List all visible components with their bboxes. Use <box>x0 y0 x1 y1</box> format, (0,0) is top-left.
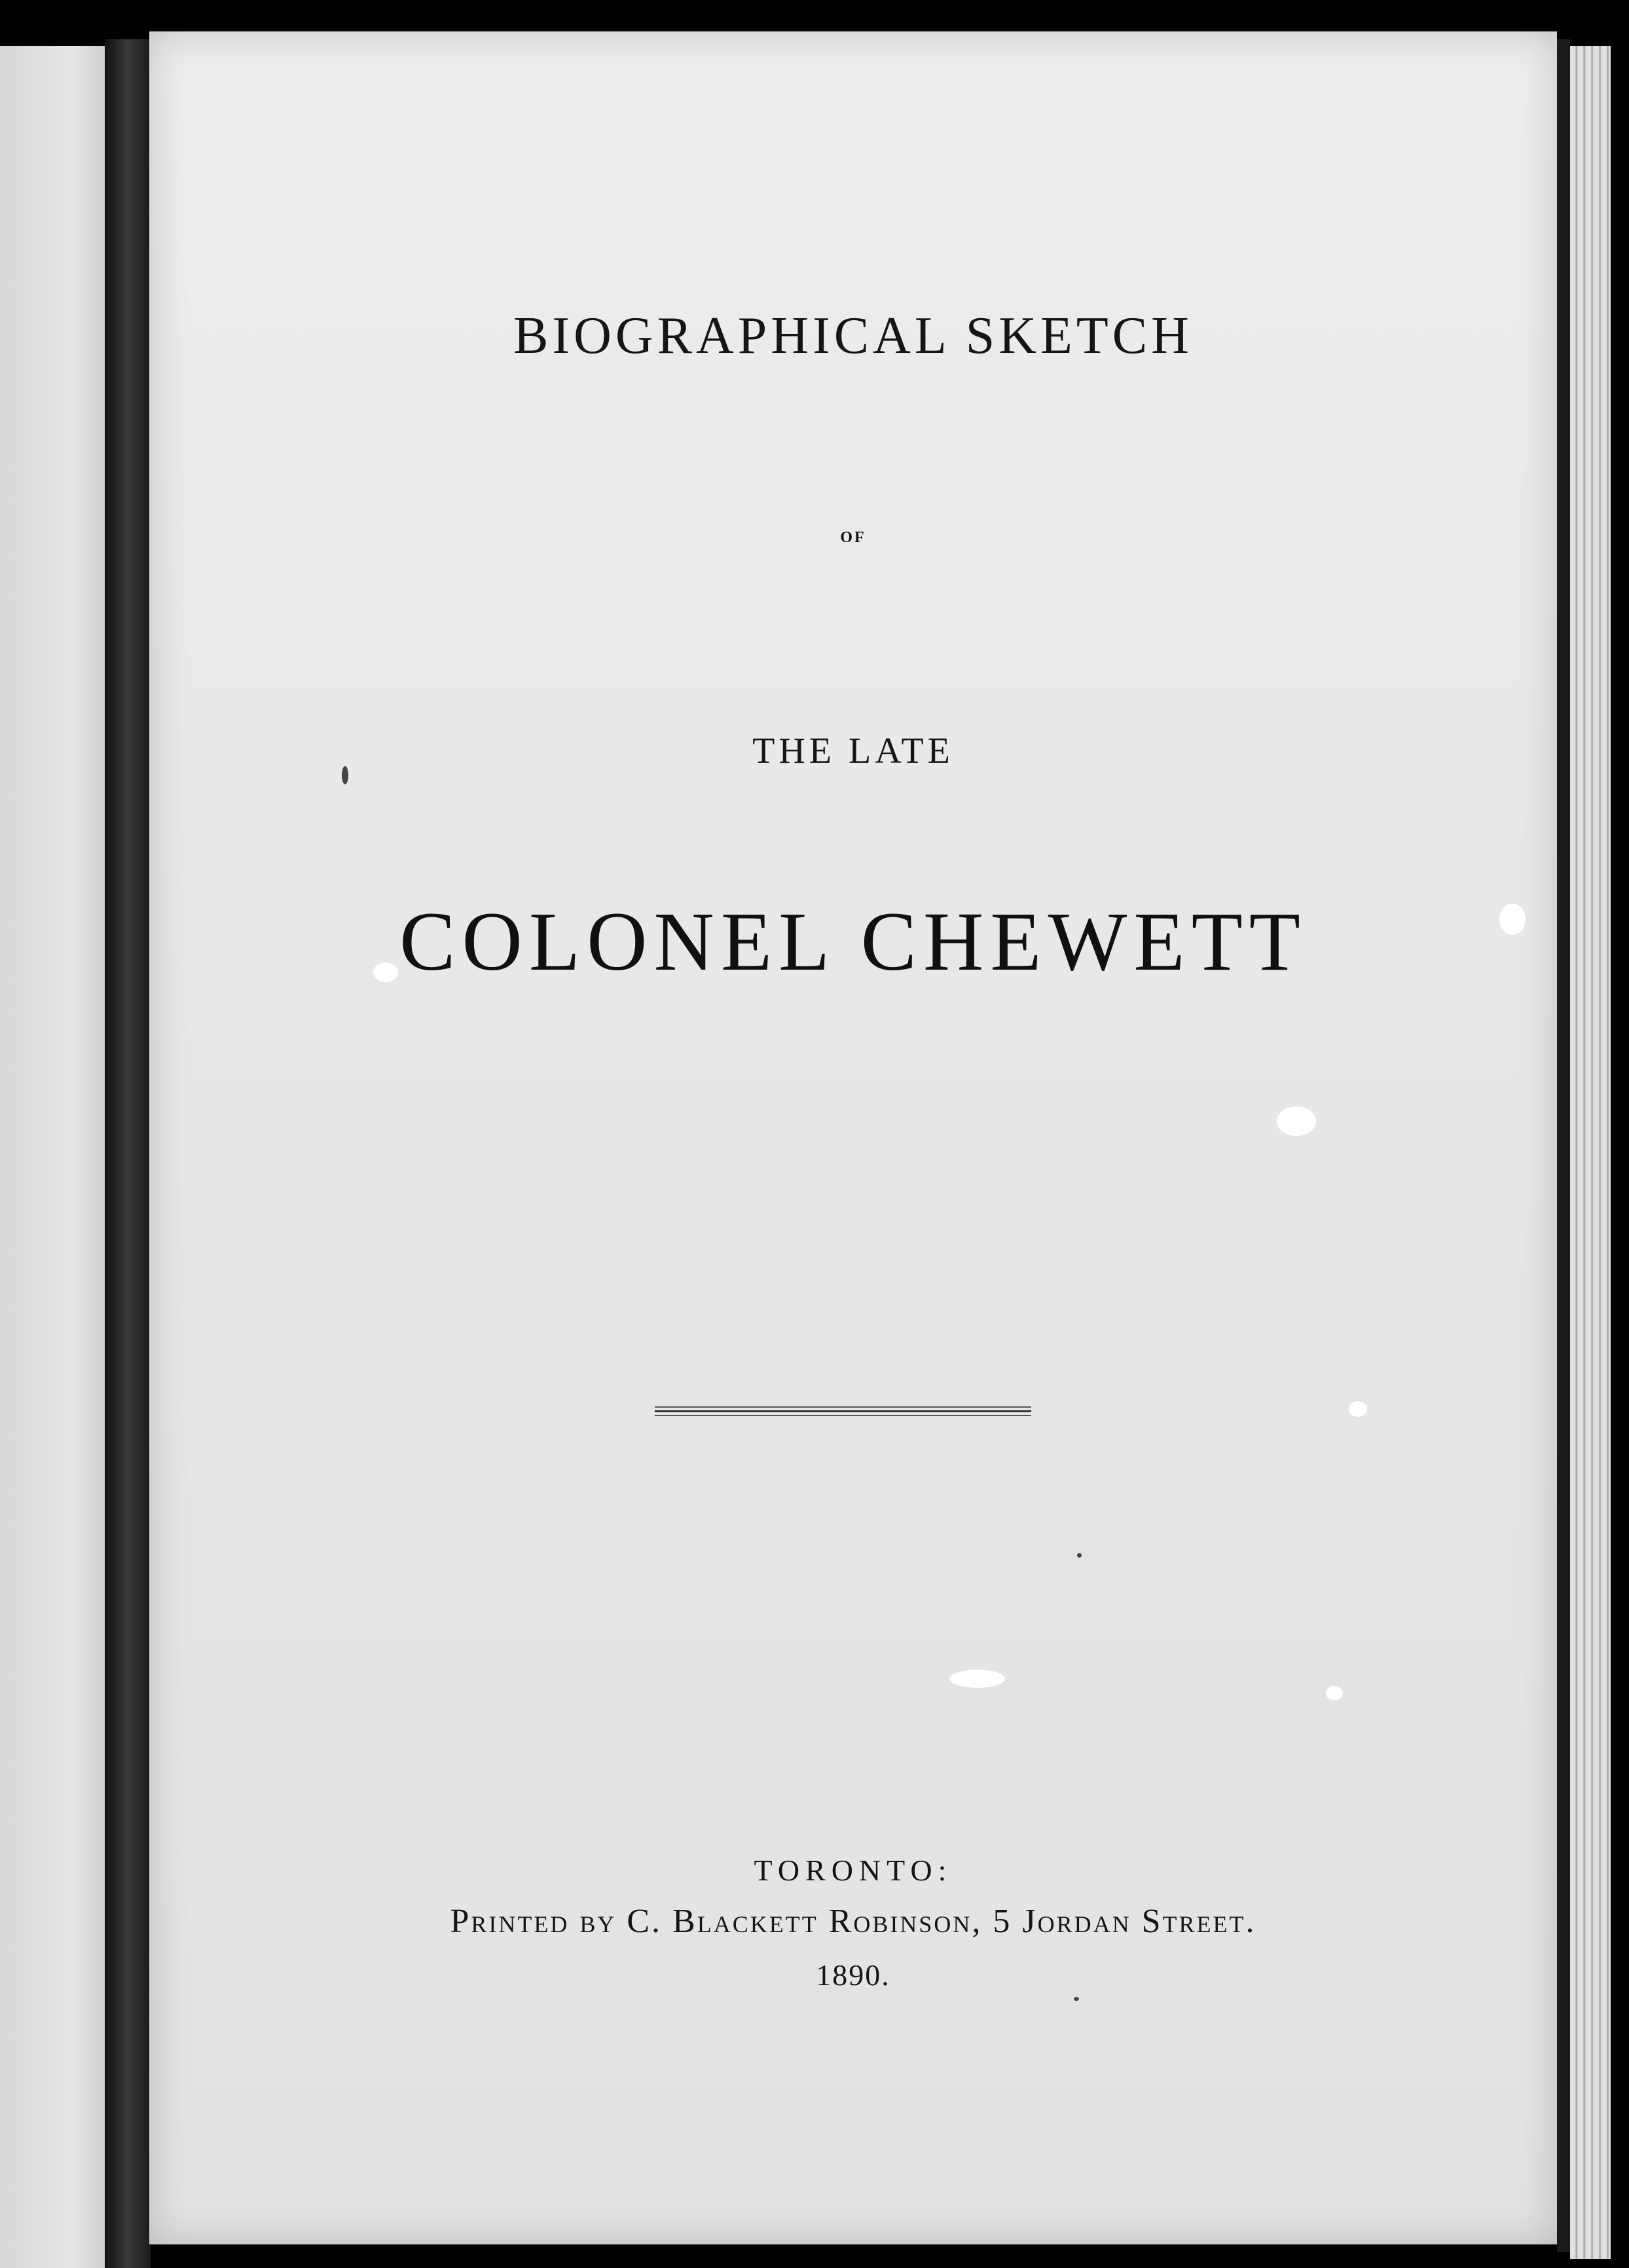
page-edge <box>1557 39 1570 2252</box>
scan-speck <box>1077 1553 1082 1558</box>
title-subheading: THE LATE <box>752 731 954 771</box>
scan-speck <box>949 1670 1005 1688</box>
imprint-year: 1890. <box>816 1958 890 1992</box>
imprint-printer: Printed by C. Blackett Robinson, 5 Jordan Street. <box>450 1903 1256 1940</box>
title-connector: OF <box>840 529 866 546</box>
book-title-heading: BIOGRAPHICAL SKETCH <box>513 307 1193 365</box>
previous-leaf <box>0 46 105 2268</box>
scan-speck <box>1326 1686 1343 1700</box>
subject-name: COLONEL CHEWETT <box>399 895 1307 988</box>
imprint-city: TORONTO: <box>754 1854 953 1887</box>
scan-speck <box>1349 1401 1367 1417</box>
page-edges-stack <box>1570 46 1611 2259</box>
book-gutter <box>105 39 151 2268</box>
scan-speck <box>1074 1997 1079 2001</box>
scan-speck <box>1277 1107 1316 1136</box>
decorative-rule <box>655 1406 1031 1422</box>
